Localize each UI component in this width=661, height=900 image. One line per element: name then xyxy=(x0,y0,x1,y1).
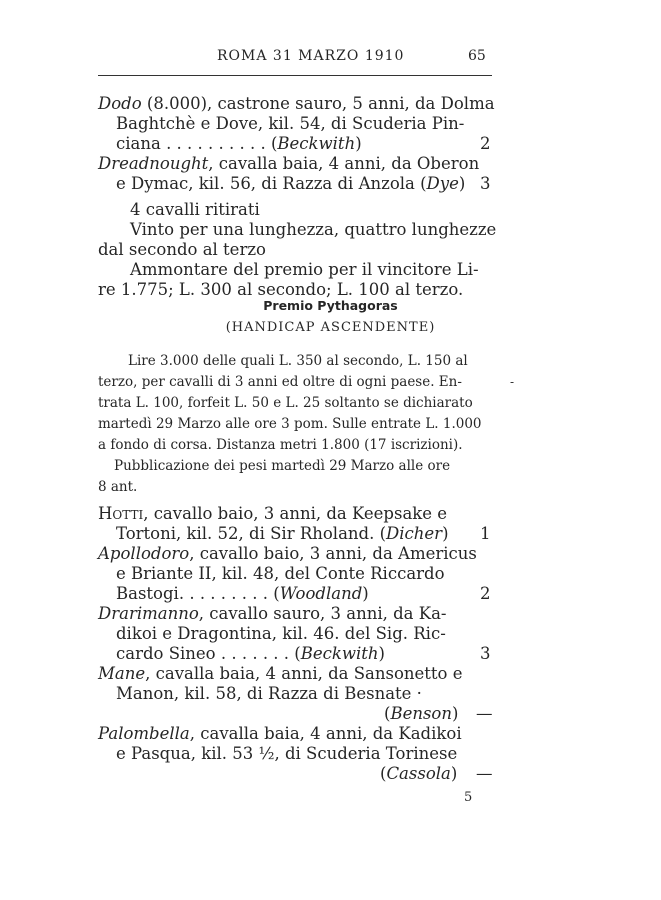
entry-line: Tortoni, kil. 52, di Sir Rholand. (Dicher) xyxy=(116,524,449,543)
page-number: 65 xyxy=(468,48,486,64)
result-note: Vinto per una lunghezza, quattro lunghezze xyxy=(130,220,497,239)
result-note: dal secondo al terzo xyxy=(98,240,266,259)
entry-number: 1 xyxy=(480,524,491,543)
entry-number: 2 xyxy=(480,584,491,603)
race-conditions: a fondo di corsa. Distanza metri 1.800 (17 iscrizioni). xyxy=(98,437,463,453)
entry-line: e Pasqua, kil. 53 ½, di Scuderia Torinese xyxy=(116,744,458,763)
entry-line: dikoi e Dragontina, kil. 46. del Sig. Ric- xyxy=(116,624,446,643)
placing-number: 2 xyxy=(480,134,491,153)
race-conditions: trata L. 100, forfeit L. 50 e L. 25 soltanto se dichiarato xyxy=(98,395,473,411)
entry-line: Hotti, cavallo baio, 3 anni, da Keepsake e xyxy=(98,504,448,523)
race-conditions: terzo, per cavalli di 3 anni ed oltre di ogni paese. En- xyxy=(98,374,462,390)
entry-line: (Cassola) xyxy=(380,764,458,783)
result-line: Dodo (8.000), castrone sauro, 5 anni, da Dolma xyxy=(98,94,495,113)
entry-line: Manon, kil. 58, di Razza di Besnate · xyxy=(116,684,422,703)
race-subtitle: (HANDICAP ASCENDENTE) xyxy=(225,320,436,335)
result-line: Baghtchè e Dove, kil. 54, di Scuderia Pin- xyxy=(116,114,465,133)
entry-line: e Briante II, kil. 48, del Conte Riccardo xyxy=(116,564,445,583)
result-line: Dreadnought, cavalla baia, 4 anni, da Oberon xyxy=(98,154,480,173)
placing-number: 3 xyxy=(480,174,491,193)
entry-line: (Benson) xyxy=(384,704,459,723)
entry-number: — xyxy=(476,764,493,783)
header-rule xyxy=(98,75,492,76)
entry-line: Drarimanno, cavallo sauro, 3 anni, da Ka- xyxy=(98,604,447,623)
race-conditions: Pubblicazione dei pesi martedì 29 Marzo alle ore xyxy=(114,458,451,474)
race-conditions: Lire 3.000 delle quali L. 350 al secondo, L. 150 al xyxy=(128,353,468,369)
entry-number: — xyxy=(476,704,493,723)
race-title: Premio Pythagoras xyxy=(263,298,398,313)
running-header: ROMA 31 MARZO 1910 xyxy=(217,48,405,64)
race-conditions: 8 ant. xyxy=(98,479,138,495)
entry-line: Bastogi. . . . . . . . . (Woodland) xyxy=(116,584,369,603)
result-note: Ammontare del premio per il vincitore Li- xyxy=(130,260,479,279)
result-note: 4 cavalli ritirati xyxy=(130,200,260,219)
signature-mark: 5 xyxy=(464,790,473,805)
entry-number: 3 xyxy=(480,644,491,663)
entry-line: Apollodoro, cavallo baio, 3 anni, da Americus xyxy=(98,544,477,563)
entry-line: Mane, cavalla baia, 4 anni, da Sansonetto e xyxy=(98,664,463,683)
entry-line: cardo Sineo . . . . . . . (Beckwith) xyxy=(116,644,385,663)
result-line: ciana . . . . . . . . . . (Beckwith) xyxy=(116,134,362,153)
result-note: re 1.775; L. 300 al secondo; L. 100 al terzo. xyxy=(98,280,464,299)
result-line: e Dymac, kil. 56, di Razza di Anzola (Dye) xyxy=(116,174,466,193)
race-conditions: martedì 29 Marzo alle ore 3 pom. Sulle entrate L. 1.000 xyxy=(98,416,482,432)
entry-line: Palombella, cavalla baia, 4 anni, da Kadikoi xyxy=(98,724,462,743)
stray-mark: - xyxy=(510,375,515,389)
